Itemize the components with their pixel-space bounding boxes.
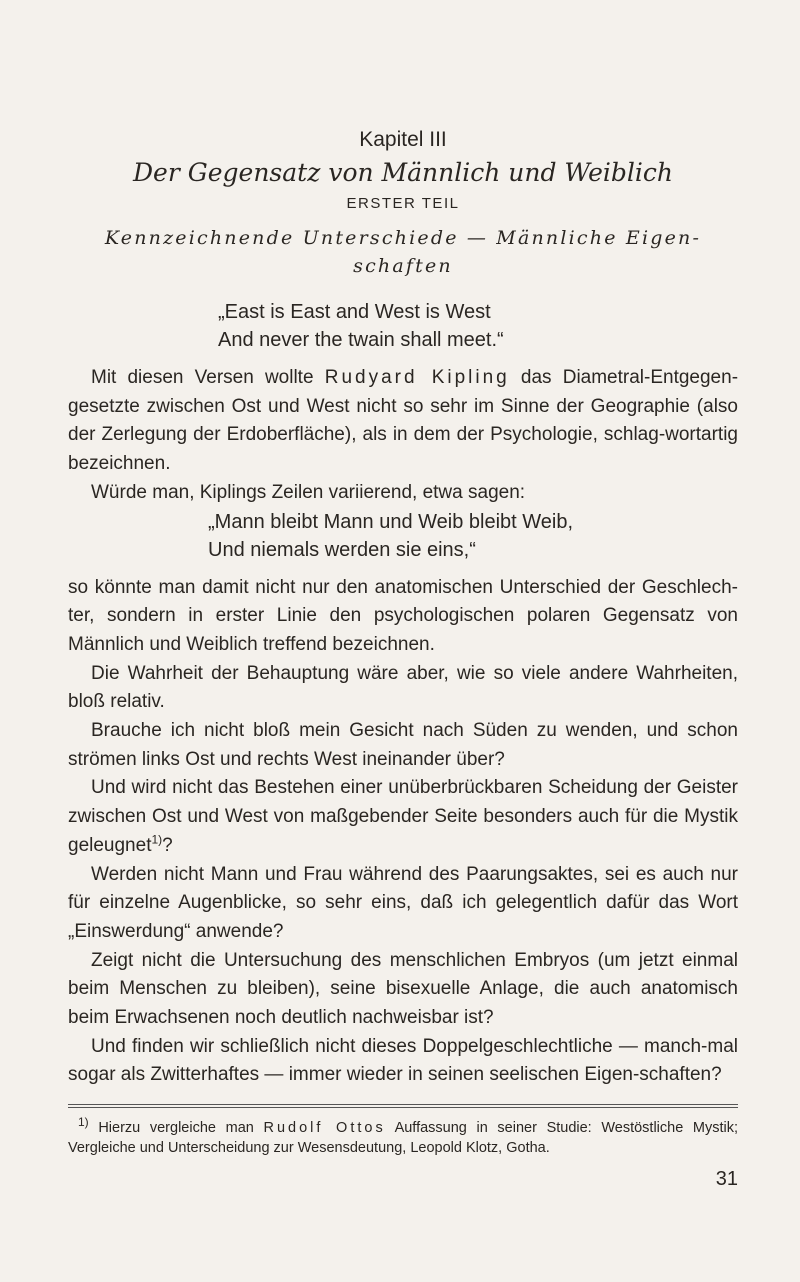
paragraph-7: Werden nicht Mann und Frau während des Paarungsaktes, sei es auch nur für einzelne Augenblicke, so sehr eins, daß ich gelegentlich dafür das Wort „Einswerdung“ anwende?	[68, 863, 738, 942]
author-name-otto: Rudolf Ottos	[263, 1120, 386, 1137]
paragraph-8: Zeigt nicht die Untersuchung des menschlichen Embryos (um jetzt einmal beim Menschen zu bleiben), seine bisexuelle Anlage, die auch anatomisch beim Erwachsenen noch deutlich nachweisbar ist?	[68, 949, 738, 1029]
paragraph-6-text: Und wird nicht das Bestehen einer unüberbrückbaren Scheidung der Geister zwischen Ost und West von maßgebender Seite besonders auch für die Mystik geleugnet	[68, 777, 738, 856]
footnote	[68, 1115, 739, 1158]
quoted-verse	[68, 508, 738, 564]
epigraph-line-2: And never the twain shall meet.“	[218, 329, 504, 351]
paragraph-2: Würde man, Kiplings Zeilen variierend, etwa sagen:	[91, 481, 526, 503]
paragraph-6-end: ?	[162, 834, 173, 856]
section-subheading: Kennzeichnende Unterschiede — Männliche Eigen-schaften	[104, 227, 702, 277]
paragraph-9: Und finden wir schließlich nicht dieses Doppelgeschlechtliche — manch-mal sogar als Zwitterhaftes — immer wieder in seinen seelischen Eigen-schaften?	[68, 1035, 738, 1086]
book-page	[68, 128, 738, 1191]
paragraph-5: Brauche ich nicht bloß mein Gesicht nach Süden zu wenden, und schon strömen links Ost und rechts West ineinander über?	[68, 720, 738, 770]
footnote-reference[interactable]: 1)	[151, 832, 163, 847]
footnote-marker: 1)	[78, 1115, 89, 1130]
part-label: ERSTER TEIL	[346, 195, 460, 212]
quoted-verse-line-2: Und niemals werden sie eins,“	[208, 538, 476, 561]
footnote-text-end: Auffassung in seiner Studie: Westöstliche Mystik; Vergleiche und Unterscheidung zur Wesensdeutung, Leopold Klotz, Gotha.	[68, 1120, 739, 1157]
author-name-kipling: Rudyard Kipling	[324, 367, 510, 388]
quoted-verse-line-1: „Mann bleibt Mann und Weib bleibt Weib,	[208, 510, 574, 533]
chapter-title: Der Gegensatz von Männlich und Weiblich	[133, 158, 673, 187]
epigraph	[68, 298, 738, 354]
paragraph-3: so könnte man damit nicht nur den anatomischen Unterschied der Geschlech-ter, sondern in erster Linie den psychologischen polaren Gegensatz von Männlich und Weiblich treffend bezeichnen.	[68, 576, 738, 655]
paragraph-1-start: Mit diesen Versen wollte	[91, 367, 314, 388]
epigraph-line-1: „East is East and West is West	[218, 301, 491, 323]
paragraph-1-end: das Diametral-Entgegen-gesetzte zwischen Ost und West nicht so sehr im Sinne der Geographie (also der Zerlegung der Erdoberfläche), als in dem der Psychologie, schlag-wortartig bezeichnen.	[68, 367, 739, 475]
chapter-label: Kapitel III	[359, 128, 447, 151]
page-number: 31	[715, 1168, 738, 1191]
paragraph-4: Die Wahrheit der Behauptung wäre aber, wie so viele andere Wahrheiten, bloß relativ.	[68, 662, 738, 713]
paragraph-6	[68, 774, 738, 860]
footnote-divider	[68, 1104, 738, 1108]
footnote-text-start: Hierzu vergleiche man	[98, 1120, 254, 1137]
paragraph-1	[68, 364, 738, 479]
